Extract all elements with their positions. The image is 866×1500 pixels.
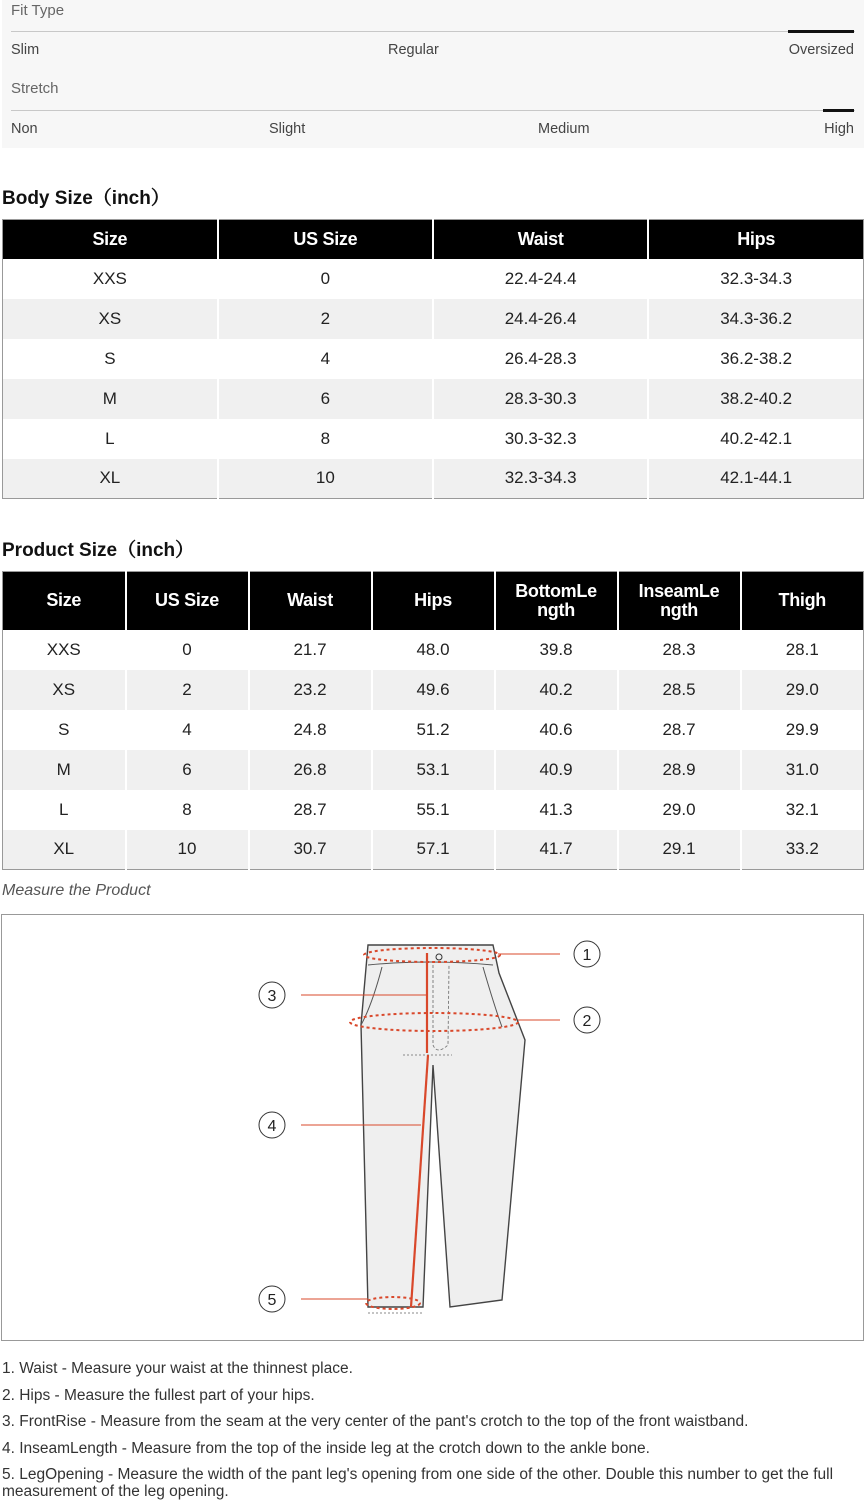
- table-cell: 53.1: [372, 750, 495, 790]
- callout-3: [259, 982, 285, 1008]
- table-row: [3, 670, 864, 710]
- table-cell: 24.4-26.4: [433, 299, 648, 339]
- body-size-title: Body Size（inch）: [2, 188, 170, 209]
- stretch-label-slight: Slight: [269, 121, 306, 137]
- note-waist: 1. Waist - Measure your waist at the thinnest place.: [2, 1360, 353, 1377]
- table-cell: 10: [126, 830, 249, 870]
- column-header-size: Size: [3, 572, 126, 630]
- table-cell: 41.7: [495, 830, 618, 870]
- table-cell: 30.7: [249, 830, 372, 870]
- table-cell: 30.3-32.3: [433, 419, 648, 459]
- table-row: [3, 790, 864, 830]
- table-cell: 0: [218, 259, 433, 299]
- note-inseam-length: 4. InseamLength - Measure from the top of the inside leg at the crotch down to the ankle bone.: [2, 1439, 650, 1457]
- table-cell: 55.1: [372, 790, 495, 830]
- stretch-scale: [11, 110, 855, 111]
- table-cell: 39.8: [495, 630, 618, 670]
- table-cell: 28.5: [618, 670, 741, 710]
- table-cell: 4: [126, 710, 249, 750]
- measure-caption: Measure the Product: [2, 882, 151, 899]
- table-cell: S: [104, 348, 116, 368]
- table-cell: 32.3-34.3: [433, 459, 648, 499]
- fit-type-label-regular: Regular: [388, 42, 439, 58]
- table-cell: 28.7: [249, 790, 372, 830]
- table-cell: 51.2: [372, 710, 495, 750]
- callout-5-label: 5: [267, 1292, 277, 1309]
- table-cell: 36.2-38.2: [648, 339, 863, 379]
- table-cell: 29.0: [618, 790, 741, 830]
- table-cell: 6: [126, 750, 249, 790]
- table-cell: 0: [126, 630, 249, 670]
- table-cell: 4: [218, 339, 433, 379]
- table-cell: 40.2: [495, 670, 618, 710]
- column-header-hips: Hips: [648, 220, 863, 259]
- table-cell: 29.1: [618, 830, 741, 870]
- table-row: [3, 830, 864, 870]
- table-row: [3, 379, 864, 419]
- table-row: [3, 630, 864, 670]
- table-cell: 8: [218, 419, 433, 459]
- table-cell: 57.1: [372, 830, 495, 870]
- note-leg-opening: 5. LegOpening - Measure the width of the pant leg's opening from one side of the other. Double this number to get the full measurement of the leg opening.: [2, 1466, 834, 1500]
- table-cell: 31.0: [741, 750, 864, 790]
- note-front-rise: 3. FrontRise - Measure from the seam at the very center of the pant's crotch to the top of the front waistband.: [2, 1413, 749, 1431]
- table-cell: 21.7: [249, 630, 372, 670]
- column-header-waist: Waist: [249, 572, 372, 630]
- fit-type-selected-marker: [788, 30, 854, 33]
- fit-type-scale: [11, 31, 855, 32]
- column-header-us-size: US Size: [126, 572, 249, 630]
- table-cell: 29.9: [741, 710, 864, 750]
- callout-4-label: 4: [267, 1118, 277, 1135]
- measurement-notes: [2, 1356, 864, 1500]
- table-cell: S: [58, 719, 70, 739]
- fit-type-title: Fit Type: [11, 2, 65, 19]
- table-row: [3, 259, 864, 299]
- column-header-inseam-length: InseamLe ngth: [618, 572, 741, 630]
- table-row: [3, 459, 864, 499]
- table-cell: M: [3, 750, 126, 790]
- stretch-label-non: Non: [11, 121, 38, 137]
- column-header-waist: Waist: [433, 220, 648, 259]
- callout-1: [574, 941, 600, 967]
- table-cell: 24.8: [249, 710, 372, 750]
- table-cell: 49.6: [372, 670, 495, 710]
- table-cell: XS: [3, 670, 126, 710]
- callout-5: [259, 1286, 285, 1312]
- table-cell: 29.0: [741, 670, 864, 710]
- table-cell: 10: [218, 459, 433, 499]
- table-cell: XS: [3, 299, 218, 339]
- table-row: [3, 339, 864, 379]
- table-cell: 26.8: [249, 750, 372, 790]
- callout-4: [259, 1112, 285, 1138]
- table-cell: 48.0: [372, 630, 495, 670]
- table-cell: 41.3: [495, 790, 618, 830]
- table-cell: 28.7: [618, 710, 741, 750]
- table-cell: 6: [218, 379, 433, 419]
- table-cell: 28.1: [741, 630, 864, 670]
- table-cell: L: [59, 799, 69, 819]
- measure-diagram: [1, 914, 864, 1341]
- table-cell: M: [3, 379, 218, 419]
- table-cell: 28.3: [618, 630, 741, 670]
- table-cell: 22.4-24.4: [433, 259, 648, 299]
- table-cell: XXS: [46, 639, 81, 659]
- table-cell: XL: [3, 830, 126, 870]
- table-cell: 40.6: [495, 710, 618, 750]
- table-cell: 38.2-40.2: [648, 379, 863, 419]
- product-size-title: Product Size（inch）: [2, 540, 195, 561]
- stretch-title: Stretch: [11, 80, 59, 97]
- table-row: [3, 750, 864, 790]
- callout-2: [574, 1007, 600, 1033]
- table-cell: 28.3-30.3: [433, 379, 648, 419]
- column-header-size: Size: [3, 220, 218, 259]
- pants-diagram-svg: [2, 915, 865, 1342]
- table-cell: L: [105, 428, 115, 448]
- table-header-row: [3, 572, 864, 630]
- table-cell: 8: [126, 790, 249, 830]
- table-cell: XL: [3, 459, 218, 499]
- pants-outline: [361, 945, 525, 1307]
- body-size-table: [2, 219, 864, 499]
- table-cell: 23.2: [249, 670, 372, 710]
- callout-1-label: 1: [582, 947, 592, 964]
- note-hips: 2. Hips - Measure the fullest part of your hips.: [2, 1386, 315, 1404]
- callout-2-label: 2: [582, 1013, 592, 1030]
- product-size-table: [2, 571, 864, 870]
- fit-type-label-oversized: Oversized: [788, 42, 854, 58]
- stretch-selected-marker: [823, 109, 854, 112]
- table-row: [3, 710, 864, 750]
- table-cell: XXS: [92, 268, 127, 288]
- table-cell: 28.9: [618, 750, 741, 790]
- stretch-label-high: High: [824, 121, 854, 137]
- fit-type-label-slim: Slim: [11, 42, 40, 58]
- stretch-label-medium: Medium: [538, 121, 590, 137]
- table-cell: 32.3-34.3: [648, 259, 863, 299]
- table-cell: 32.1: [741, 790, 864, 830]
- table-cell: 34.3-36.2: [648, 299, 863, 339]
- table-cell: 2: [126, 670, 249, 710]
- table-cell: 26.4-28.3: [433, 339, 648, 379]
- table-cell: 40.2-42.1: [648, 419, 863, 459]
- table-cell: 33.2: [741, 830, 864, 870]
- table-cell: 2: [218, 299, 433, 339]
- table-header-row: [3, 220, 864, 259]
- table-row: [3, 419, 864, 459]
- column-header-thigh: Thigh: [741, 572, 864, 630]
- column-header-bottom-length: BottomLe ngth: [495, 572, 618, 630]
- table-cell: 42.1-44.1: [648, 459, 863, 499]
- fit-panel: [2, 0, 864, 148]
- table-row: [3, 299, 864, 339]
- column-header-us-size: US Size: [218, 220, 433, 259]
- callout-3-label: 3: [267, 988, 277, 1005]
- table-cell: 40.9: [495, 750, 618, 790]
- column-header-hips: Hips: [372, 572, 495, 630]
